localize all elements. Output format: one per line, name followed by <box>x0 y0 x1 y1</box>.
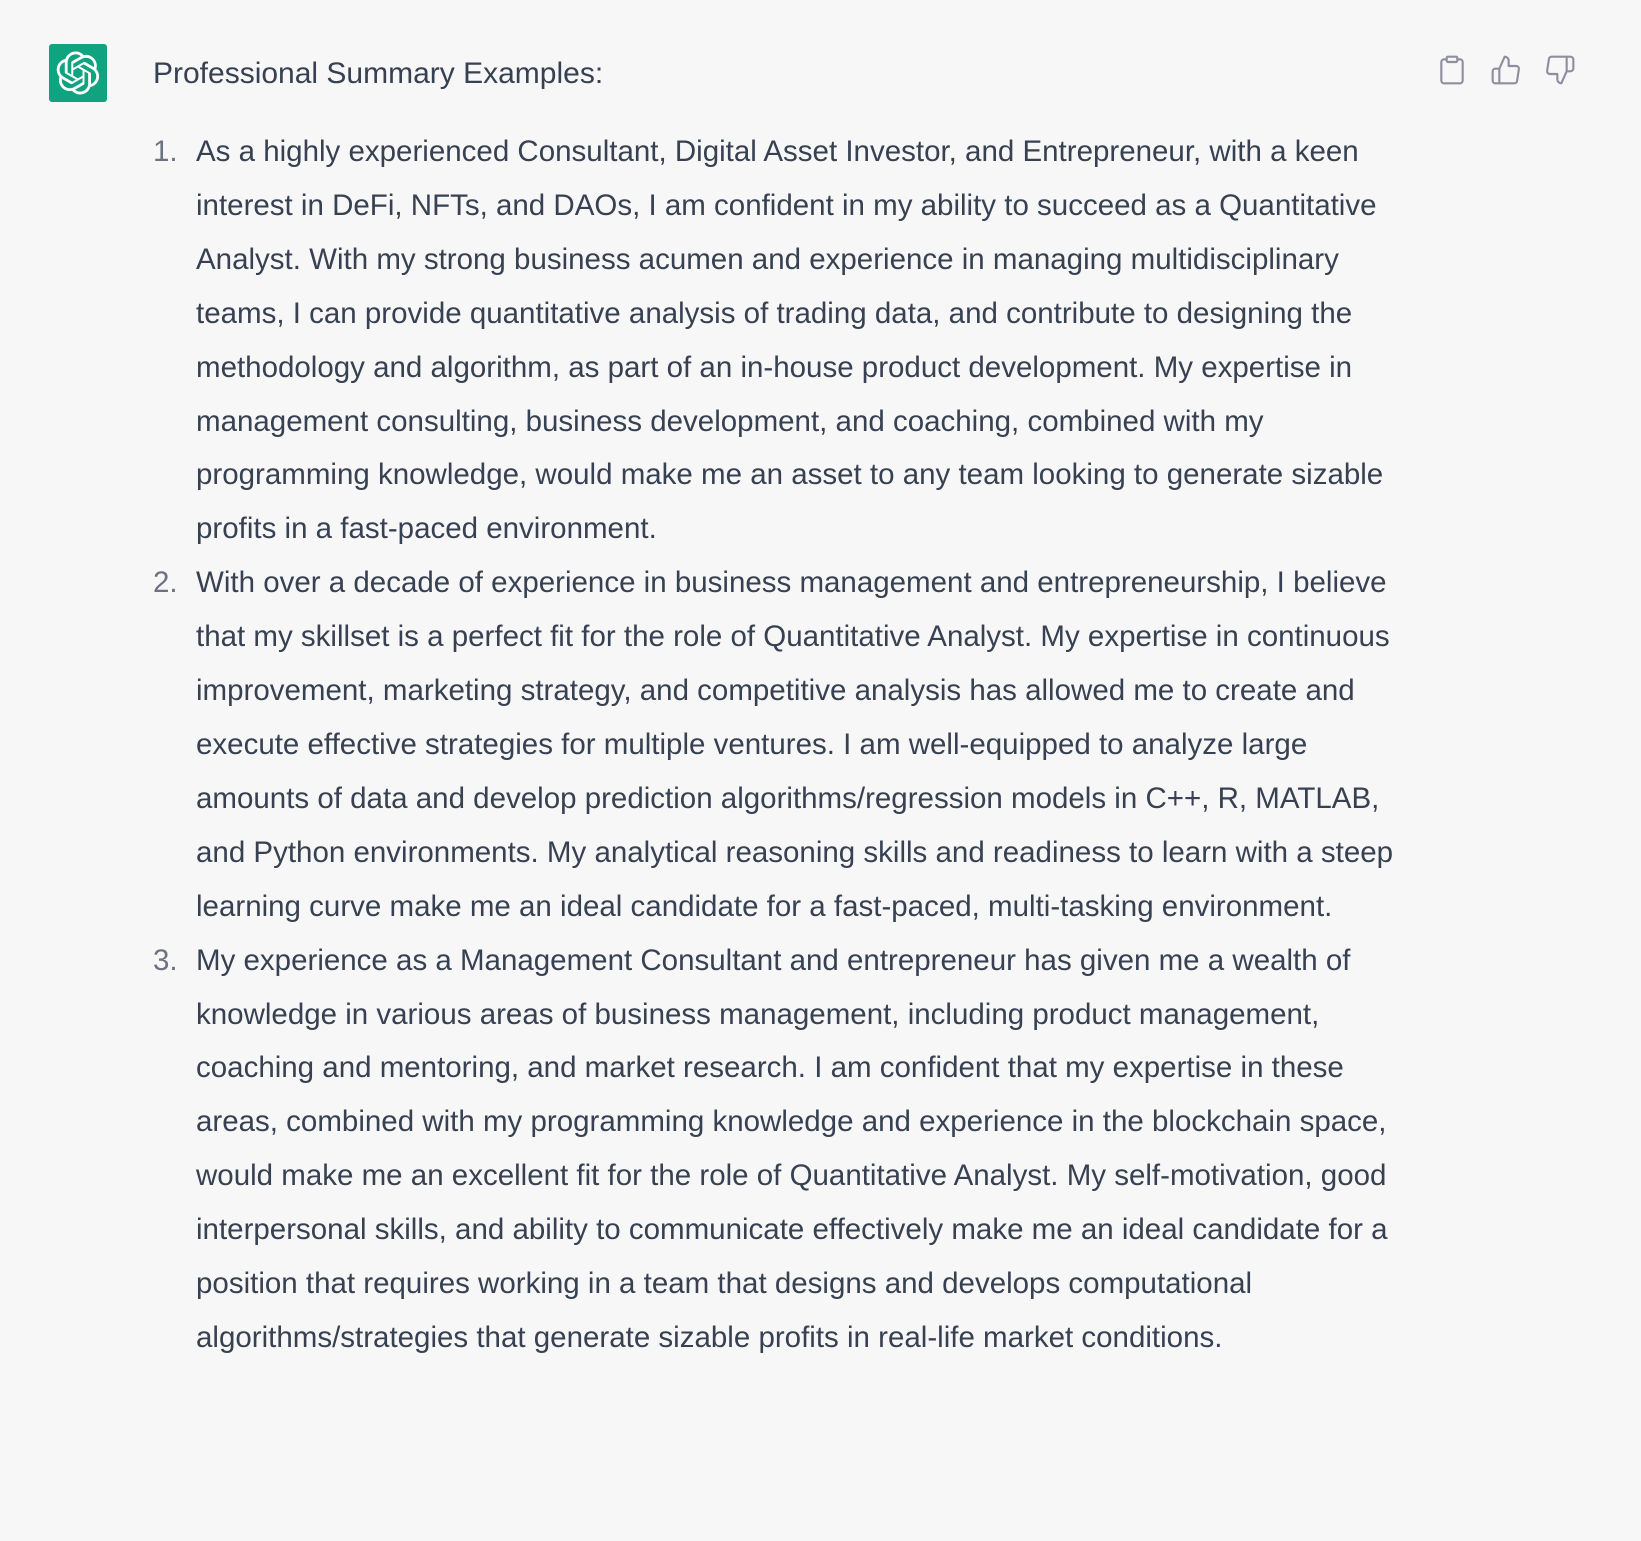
message-heading: Professional Summary Examples: <box>153 57 604 90</box>
list-item <box>153 556 1413 933</box>
list-item-text: As a highly experienced Consultant, Digital Asset Investor, and Entrepreneur, with a keen interest in DeFi, NFTs, and DAOs, I am confident in my ability to succeed as a Quantitative Analyst. With my strong business acumen and experience in managing multidisciplinary teams, I can provide quantitative analysis of trading data, and contribute to designing the methodology and algorithm, as part of an in-house product development. My expertise in management consulting, business development, and coaching, combined with my programming knowledge, would make me an asset to any team looking to generate sizable profits in a fast-paced environment. <box>196 135 1384 546</box>
list-item-number: 2. <box>153 566 178 600</box>
assistant-avatar <box>49 44 107 102</box>
thumbs-down-icon <box>1544 54 1576 86</box>
summary-list <box>153 125 1413 1365</box>
list-item <box>153 934 1413 1365</box>
openai-logo-icon <box>56 51 100 95</box>
message-actions <box>1432 50 1580 90</box>
thumbs-up-button[interactable] <box>1486 50 1526 90</box>
copy-button[interactable] <box>1432 50 1472 90</box>
message-content <box>153 48 1413 1365</box>
thumbs-down-button[interactable] <box>1540 50 1580 90</box>
list-item <box>153 125 1413 556</box>
list-item-number: 3. <box>153 943 178 977</box>
clipboard-icon <box>1436 54 1468 86</box>
thumbs-up-icon <box>1490 54 1522 86</box>
list-item-number: 1. <box>153 135 178 168</box>
list-item-text: My experience as a Management Consultant and entrepreneur has given me a wealth of knowledge in various areas of business management, including product management, coaching and mentoring, and market research. I am confident that my expertise in these areas, combined with my programming knowledge and experience in the blockchain space, would make me an excellent fit for the role of Quantitative Analyst. My self-motivation, good interpersonal skills, and ability to communicate effectively make me an ideal candidate for a position that requires working in a team that designs and develops computational algorithms/strategies that generate sizable profits in real-life market conditions. <box>196 943 1388 1354</box>
list-item-text: With over a decade of experience in business management and entrepreneurship, I believe that my skillset is a perfect fit for the role of Quantitative Analyst. My expertise in continuous improvement, marketing strategy, and competitive analysis has allowed me to create and execute effective strategies for multiple ventures. I am well-equipped to analyze large amounts of data and develop prediction algorithms/regression models in C++, R, MATLAB, and Python environments. My analytical reasoning skills and readiness to learn with a steep learning curve make me an ideal candidate for a fast-paced, multi-tasking environment. <box>196 566 1394 923</box>
